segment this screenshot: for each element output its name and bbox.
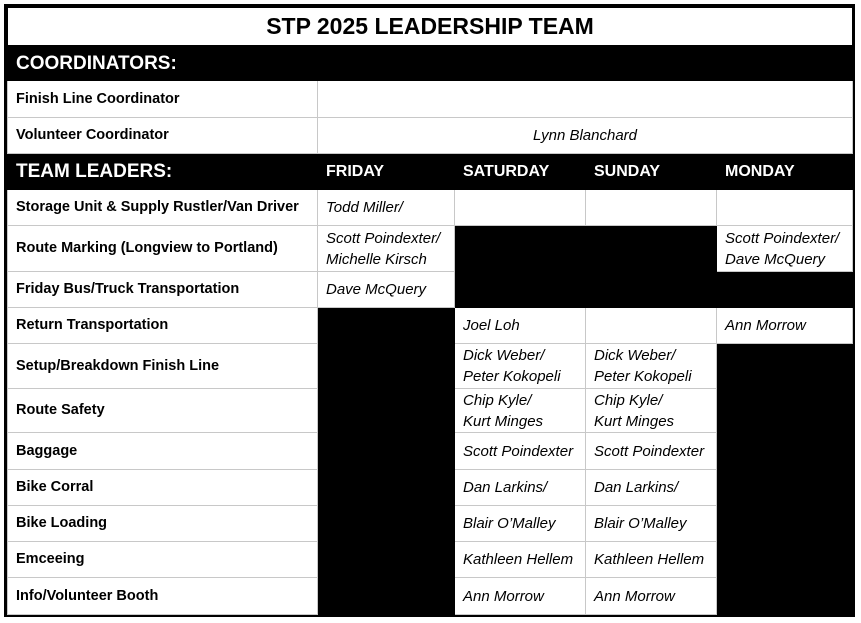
coordinator-name: Lynn Blanchard — [318, 118, 853, 154]
assignee-cell-sunday — [586, 389, 717, 433]
assignee-name: Joel Loh — [463, 317, 520, 334]
assignee-name: Dick Weber/ — [594, 347, 676, 364]
team-role: Baggage — [8, 433, 318, 470]
assignee-cell-monday — [717, 190, 853, 226]
blocked-cell-friday — [318, 308, 455, 344]
blocked-cell-saturday — [455, 272, 586, 308]
blocked-cell-monday — [717, 506, 853, 542]
leadership-table — [7, 7, 853, 615]
blocked-cell-monday — [717, 344, 853, 389]
assignee-name: Scott Poindexter — [594, 442, 705, 460]
table-row — [8, 344, 853, 389]
assignee-name: Dave McQuery — [725, 250, 826, 268]
blocked-cell-saturday — [455, 226, 586, 272]
assignee-cell-friday — [318, 190, 455, 226]
assignee-name: Dan Larkins/ — [463, 479, 548, 496]
coordinators-header-fill — [318, 46, 853, 81]
assignee-cell-friday — [318, 226, 455, 272]
assignee-cell-sunday — [586, 190, 717, 226]
page-title: STP 2025 LEADERSHIP TEAM — [8, 8, 853, 46]
table-row — [8, 190, 853, 226]
assignee-cell-sunday — [586, 578, 717, 615]
assignee-name: Ann Morrow — [725, 317, 806, 334]
table-row — [8, 389, 853, 433]
table-row — [8, 470, 853, 506]
table-row — [8, 433, 853, 470]
table-row — [8, 308, 853, 344]
team-role: Return Transportation — [8, 308, 318, 344]
team-role: Route Marking (Longview to Portland) — [8, 226, 318, 272]
day-header-friday: FRIDAY — [318, 154, 455, 190]
coordinators-header: COORDINATORS: — [8, 46, 318, 81]
assignee-cell-saturday — [455, 542, 586, 578]
assignee-cell-saturday — [455, 470, 586, 506]
table-row — [8, 578, 853, 615]
assignee-cell-sunday — [586, 506, 717, 542]
day-header-saturday: SATURDAY — [455, 154, 586, 190]
assignee-name: Ann Morrow — [463, 587, 544, 605]
team-role: Bike Loading — [8, 506, 318, 542]
coordinator-role: Finish Line Coordinator — [8, 81, 318, 118]
team-role: Storage Unit & Supply Rustler/Van Driver — [8, 190, 318, 226]
day-header-monday: MONDAY — [717, 154, 853, 190]
assignee-cell-sunday — [586, 470, 717, 506]
blocked-cell-friday — [318, 433, 455, 470]
assignee-name: Chip Kyle/ — [463, 391, 532, 409]
assignee-name: Ann Morrow — [594, 587, 675, 605]
assignee-cell-saturday — [455, 308, 586, 344]
assignee-name: Kathleen Hellem — [463, 551, 574, 568]
blocked-cell-friday — [318, 578, 455, 615]
assignee-cell-friday — [318, 272, 455, 308]
blocked-cell-monday — [717, 389, 853, 433]
assignee-name: Dan Larkins/ — [594, 479, 679, 496]
assignee-cell-saturday — [455, 344, 586, 389]
blocked-cell-sunday — [586, 226, 717, 272]
team-role: Setup/Breakdown Finish Line — [8, 344, 318, 389]
team-role: Info/Volunteer Booth — [8, 578, 318, 615]
assignee-cell-saturday — [455, 578, 586, 615]
assignee-name: Dave McQuery — [326, 281, 427, 298]
blocked-cell-friday — [318, 506, 455, 542]
assignee-name: Chip Kyle/ — [594, 391, 663, 409]
blocked-cell-monday — [717, 470, 853, 506]
assignee-name: Scott Poindexter/ — [326, 229, 441, 247]
table-row — [8, 506, 853, 542]
assignee-cell-saturday — [455, 433, 586, 470]
assignee-name: Michelle Kirsch — [326, 250, 427, 268]
team-role: Route Safety — [8, 389, 318, 433]
assignee-cell-monday — [717, 226, 853, 272]
coordinator-role: Volunteer Coordinator — [8, 118, 318, 154]
blocked-cell-monday — [717, 433, 853, 470]
team-leaders-header: TEAM LEADERS: — [8, 154, 318, 190]
assignee-cell-saturday — [455, 506, 586, 542]
table-row — [8, 542, 853, 578]
blocked-cell-friday — [318, 344, 455, 389]
team-role: Friday Bus/Truck Transportation — [8, 272, 318, 308]
assignee-cell-saturday — [455, 190, 586, 226]
assignee-name: Scott Poindexter/ — [725, 229, 840, 247]
assignee-name: Blair O’Malley — [463, 515, 556, 532]
team-role: Emceeing — [8, 542, 318, 578]
coordinator-name — [318, 81, 853, 118]
assignee-name: Todd Miller/ — [326, 199, 403, 216]
assignee-name: Peter Kokopeli — [463, 368, 561, 385]
assignee-name: Dick Weber/ — [463, 347, 545, 364]
blocked-cell-friday — [318, 542, 455, 578]
assignee-cell-sunday — [586, 344, 717, 389]
blocked-cell-monday — [717, 578, 853, 615]
assignee-name: Blair O’Malley — [594, 515, 687, 532]
day-header-sunday: SUNDAY — [586, 154, 717, 190]
assignee-name: Kathleen Hellem — [594, 551, 705, 568]
assignee-name: Scott Poindexter — [463, 442, 574, 460]
blocked-cell-sunday — [586, 272, 717, 308]
assignee-cell-sunday — [586, 542, 717, 578]
assignee-name: Kurt Minges — [463, 412, 544, 430]
table-row — [8, 226, 853, 272]
assignee-name: Kurt Minges — [594, 412, 675, 430]
table-row — [8, 272, 853, 308]
team-role: Bike Corral — [8, 470, 318, 506]
blocked-cell-monday — [717, 272, 853, 308]
assignee-cell-monday — [717, 308, 853, 344]
blocked-cell-monday — [717, 542, 853, 578]
blocked-cell-friday — [318, 389, 455, 433]
assignee-cell-sunday — [586, 308, 717, 344]
blocked-cell-friday — [318, 470, 455, 506]
assignee-name: Peter Kokopeli — [594, 368, 692, 385]
assignee-cell-saturday — [455, 389, 586, 433]
assignee-cell-sunday — [586, 433, 717, 470]
leadership-team-sheet — [4, 4, 855, 617]
